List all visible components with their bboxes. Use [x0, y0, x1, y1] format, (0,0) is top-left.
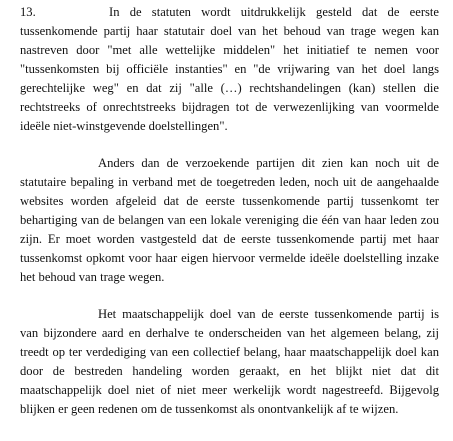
paragraph-2-line-7: het behoud van trage wegen. [20, 270, 165, 284]
paragraph-1-line-4: "tussenkomsten bij officiële instanties" en "de vrijwaring van het doel langs [20, 62, 439, 76]
paragraph-1-line-2: tussenkomende partij haar statutair doel van het behoud van trage wegen kan [20, 24, 439, 38]
paragraph-3-line-4: door de bestreden handeling worden geraakt, en het blijkt niet dat dit [20, 364, 439, 378]
paragraph-1-line-3: nastreven door "met alle wettelijke middelen" het initiatief te nemen voor [20, 43, 439, 57]
paragraph-3-line-5: maatschappelijk doel niet of niet meer werkelijk wordt nagestreefd. Bijgevolg [20, 383, 439, 397]
paragraph-2-line-4: behartiging van de belangen van een lokale vereniging die één van haar leden zou [20, 213, 439, 227]
paragraph-2-line-5: zijn. Er moet worden vastgesteld dat de eerste tussenkomende partij met haar [20, 232, 439, 246]
paragraph-3-line-1: Het maatschappelijk doel van de eerste tussenkomende partij is [98, 307, 439, 321]
paragraph-1-line-1: In de statuten wordt uitdrukkelijk gesteld dat de eerste [109, 5, 439, 19]
paragraph-2-line-2: statutaire bepaling in verband met de toegetreden leden, noch uit de aangehaalde [20, 175, 439, 189]
paragraph-1-line-6: rechtstreeks of onrechtstreeks bijdragen tot de verwezenlijking van voormelde [20, 100, 439, 114]
paragraph-3-line-2: van bijzondere aard en derhalve te onderscheiden van het algemeen belang, zij [20, 326, 439, 340]
paragraph-2-line-1: Anders dan de verzoekende partijen dit zien kan noch uit de [98, 156, 439, 170]
paragraph-3-line-6: blijken er geen redenen om de tussenkomst als onontvankelijk af te wijzen. [20, 402, 399, 416]
paragraph-2-line-6: tussenkomst opkomt voor haar eigen hiervoor vermelde ideële doelstelling inzake [20, 251, 439, 265]
paragraph-1-line-7: ideële niet-winstgevende doelstellingen". [20, 119, 228, 133]
paragraph-number: 13. [20, 5, 36, 19]
paragraph-1-line-5: gerechtelijke weg" en dat zij "alle (…) rechtshandelingen (kan) stellen die [20, 81, 439, 95]
paragraph-3-line-3: treedt op ter verdediging van een collectief belang, haar maatschappelijk doel kan [20, 345, 439, 359]
paragraph-2-line-3: websites worden afgeleid dat de eerste tussenkomende partij tussenkomt ter [20, 194, 439, 208]
